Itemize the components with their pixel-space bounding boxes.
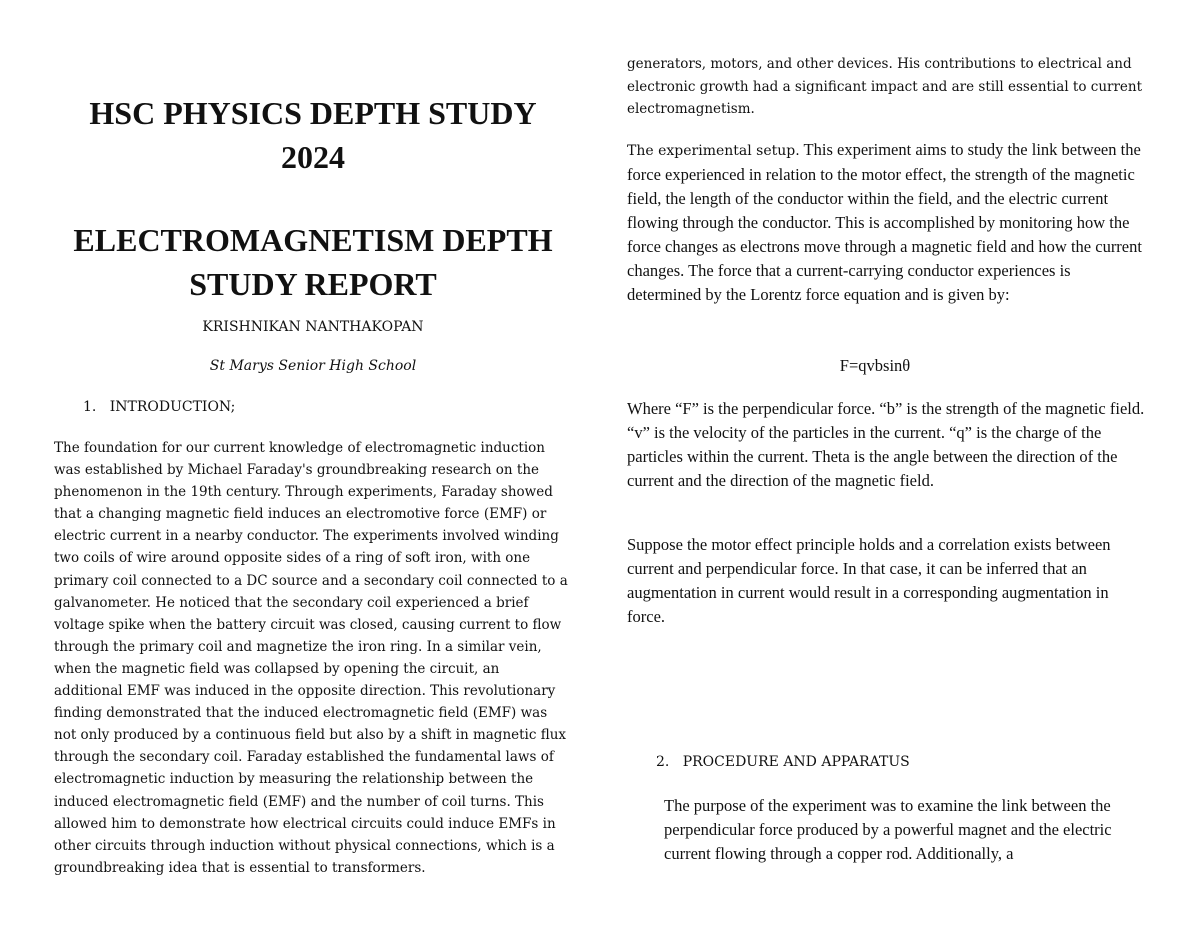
report-subtitle-line-2: STUDY REPORT — [189, 266, 437, 302]
hypothesis-paragraph: Suppose the motor effect principle holds and a correlation exists between current and perpendicular force. In that case, it can be inferred that an augmentation in current would result in a corresponding augmentation in force. — [627, 535, 1111, 626]
experimental-setup-lead: The experimental setup. — [627, 143, 800, 159]
introduction-paragraph: The foundation for our current knowledge of electromagnetic induction was established by Michael Faraday's groundbreaking research on the phenomenon in the 19th century. Through experiments, Faraday showed that a changing magnetic field induces an electromotive force (EMF) or electric current in a nearby conductor. The experiments involved winding two coils of wire around opposite sides of a ring of soft iron, with one primary coil connected to a DC source and a secondary coil connected to a galvanometer. He noticed that the secondary coil experienced a brief voltage spike when the battery circuit was closed, causing current to flow through the primary coil and magnetize the iron ring. In a similar vein, when the magnetic field was collapsed by opening the circuit, an additional EMF was induced in the opposite direction. This revolutionary finding demonstrated that the induced electromagnetic field (EMF) was not only produced by a continuous field but also by a shift in magnetic flux through the secondary coil. Faraday established the fundamental laws of electromagnetic induction by measuring the relationship between the induced electromagnetic field (EMF) and the number of coil turns. This allowed him to demonstrate how electrical circuits could induce EMFs in other circuits through induction without physical connections, which is a groundbreaking idea that is essential to transformers. — [54, 440, 568, 876]
formula-explanation-paragraph: Where “F” is the perpendicular force. “b” is the strength of the magnetic field. “v” is the velocity of the particles in the current. “q” is the charge of the particles within the current. Theta is the angle between the direction of the current and the direction of the magnetic field. — [627, 399, 1145, 490]
author-name: KRISHNIKAN NANTHAKOPAN — [202, 319, 424, 335]
section-heading-introduction: 1. INTRODUCTION; — [83, 399, 236, 415]
main-title-line-2: 2024 — [281, 139, 345, 175]
section-heading-procedure: 2. PROCEDURE AND APPARATUS — [656, 754, 910, 770]
lorentz-formula: F=qvbsinθ — [839, 356, 911, 375]
school-name: St Marys Senior High School — [209, 358, 417, 374]
report-subtitle-line-1: ELECTROMAGNETISM DEPTH — [73, 222, 553, 258]
introduction-continued-paragraph: generators, motors, and other devices. His contributions to electrical and electronic growth had a significant impact and are still essential to current electromagnetism. — [627, 56, 1143, 117]
procedure-paragraph: The purpose of the experiment was to examine the link between the perpendicular force produced by a powerful magnet and the electric current flowing through a copper rod. Additionally, a — [664, 796, 1112, 863]
report-subtitle — [54, 218, 572, 306]
experimental-setup-body: This experiment aims to study the link between the force experienced in relation to the motor effect, the strength of the magnetic field, the length of the conductor within the field, and the electric current flowing through the conductor. This is accomplished by monitoring how the force changes as electrons move through a magnetic field and how the current changes. The force that a current-carrying conductor experiences is determined by the Lorentz force equation and is given by: — [627, 140, 1142, 304]
experimental-setup-paragraph — [627, 138, 1147, 307]
main-title-line-1: HSC PHYSICS DEPTH STUDY — [89, 95, 537, 131]
main-title — [54, 91, 572, 179]
